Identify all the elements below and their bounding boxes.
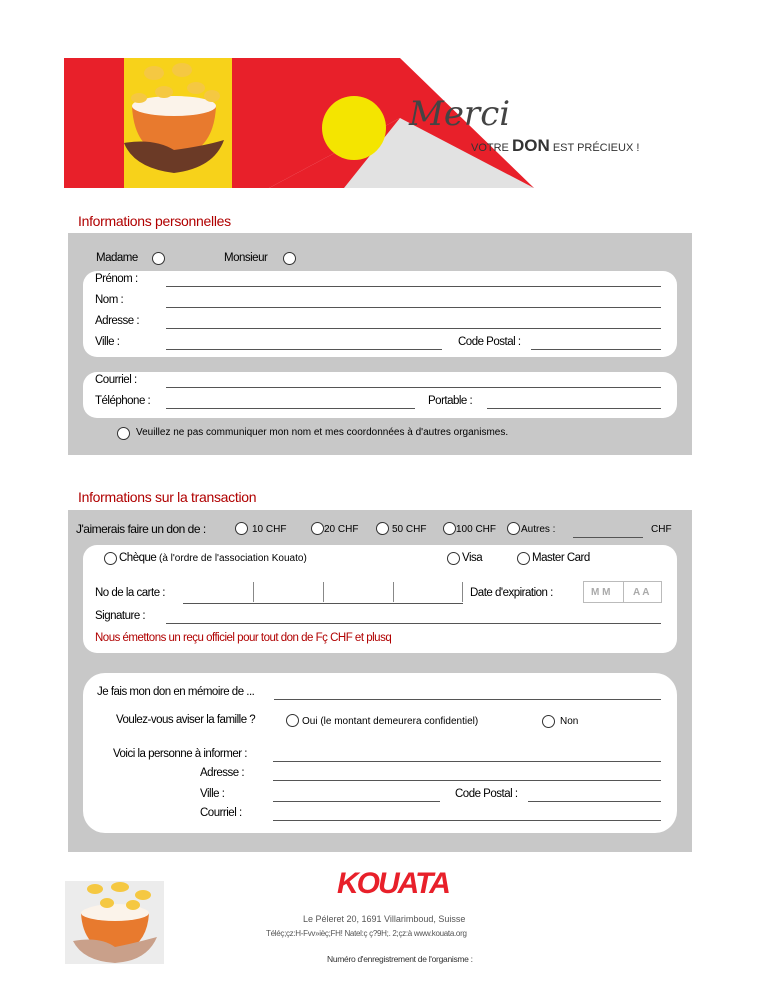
memory-intro-label: Je fais mon don en mémoire de ... (97, 686, 255, 698)
telephone-field[interactable] (166, 408, 415, 409)
receipt-note: Nous émettons un reçu officiel pour tout don de Fç CHF et plusq (95, 632, 392, 644)
memory-code-postal-label: Code Postal : (455, 788, 518, 800)
banner-tagline (471, 136, 639, 156)
amount-50-label: 50 CHF (392, 524, 427, 535)
courriel-field[interactable] (166, 387, 661, 388)
memory-courriel-label: Courriel : (200, 807, 242, 819)
cheque-radio[interactable] (104, 552, 117, 565)
adresse-label: Adresse : (95, 315, 140, 327)
privacy-label: Veuillez ne pas communiquer mon nom et mes coordonnées à d'autres organismes. (136, 427, 509, 438)
person-label: Voici la personne à informer : (113, 748, 247, 760)
footer-bowl-graphic (65, 881, 164, 964)
visa-radio[interactable] (447, 552, 460, 565)
monsieur-radio[interactable] (283, 252, 296, 265)
footer-brand: KOUATA (337, 867, 449, 900)
memory-courriel-field[interactable] (273, 820, 661, 821)
section-title-personal: Informations personnelles (78, 213, 231, 229)
privacy-radio[interactable] (117, 427, 130, 440)
amount-10-radio[interactable] (235, 522, 248, 535)
chf-suffix: CHF (651, 524, 672, 535)
footer-registration: Numéro d'enregistrement de l'organisme : (327, 954, 473, 964)
notify-non-radio[interactable] (542, 715, 555, 728)
memory-adresse-label: Adresse : (200, 767, 245, 779)
cheque-text: Chèque (119, 552, 157, 564)
amount-other-label: Autres : (521, 524, 556, 535)
donate-label: J'aimerais faire un don de : (76, 522, 206, 536)
adresse-field[interactable] (166, 328, 661, 329)
visa-label: Visa (462, 552, 483, 564)
expiry-field[interactable] (583, 581, 662, 603)
cheque-label (119, 552, 307, 564)
signature-label: Signature : (95, 610, 146, 622)
memory-code-postal-field[interactable] (528, 801, 661, 802)
mastercard-label: Master Card (532, 552, 590, 564)
banner-graphic (64, 58, 654, 188)
amount-100-label: 100 CHF (456, 524, 497, 535)
expiry-divider (623, 582, 624, 602)
amount-10-label: 10 CHF (252, 524, 287, 535)
ville-field[interactable] (166, 349, 442, 350)
nom-field[interactable] (166, 307, 661, 308)
card-cell-divider (393, 582, 394, 602)
card-cell-divider (462, 582, 463, 602)
footer-address: Le Péleret 20, 1691 Villarimboud, Suisse (303, 914, 466, 924)
identity-box (83, 271, 677, 357)
contact-box (83, 372, 677, 418)
tagline-post: EST PRÉCIEUX ! (552, 142, 640, 154)
memory-adresse-field[interactable] (273, 780, 661, 781)
amount-50-radio[interactable] (376, 522, 389, 535)
courriel-label: Courriel : (95, 374, 137, 386)
telephone-label: Téléphone : (95, 395, 151, 407)
madame-label: Madame (96, 252, 138, 264)
notify-question: Voulez-vous aviser la famille ? (116, 714, 256, 726)
tagline-pre: VOTRE (471, 142, 509, 154)
prenom-field[interactable] (166, 286, 661, 287)
card-number-field[interactable] (183, 582, 463, 604)
header-banner (64, 58, 654, 188)
card-cell-divider (253, 582, 254, 602)
portable-label: Portable : (428, 395, 473, 407)
amount-100-radio[interactable] (443, 522, 456, 535)
memory-ville-field[interactable] (273, 801, 440, 802)
expiry-aa: A A (633, 587, 650, 598)
madame-radio[interactable] (152, 252, 165, 265)
nom-label: Nom : (95, 294, 124, 306)
monsieur-label: Monsieur (224, 252, 268, 264)
ville-label: Ville : (95, 336, 120, 348)
section-title-transaction: Informations sur la transaction (78, 489, 257, 505)
card-cell-divider (323, 582, 324, 602)
signature-field[interactable] (166, 623, 661, 624)
code-postal-field[interactable] (531, 349, 661, 350)
notify-non-label: Non (560, 716, 579, 727)
expiry-label: Date d'expiration : (470, 587, 553, 599)
notify-oui-label: Oui (le montant demeurera confidentiel) (302, 716, 479, 727)
amount-other-radio[interactable] (507, 522, 520, 535)
tagline-bold: DON (511, 136, 550, 155)
expiry-mm: M M (591, 587, 611, 598)
notify-oui-radio[interactable] (286, 714, 299, 727)
banner-merci: Merci (409, 94, 511, 134)
prenom-label: Prénom : (95, 273, 138, 285)
memory-name-field[interactable] (274, 699, 661, 700)
amount-other-field[interactable] (573, 537, 643, 538)
person-field[interactable] (273, 761, 661, 762)
amount-20-radio[interactable] (311, 522, 324, 535)
footer-contacts: Téléç;çz:H-Fvv»ièç;FH! Natel:ç ç?9H;. 2;çz:à www.kouata.org (266, 929, 467, 938)
code-postal-label: Code Postal : (458, 336, 521, 348)
memory-ville-label: Ville : (200, 788, 225, 800)
mastercard-radio[interactable] (517, 552, 530, 565)
amount-20-label: 20 CHF (324, 524, 359, 535)
footer-logo-image (65, 881, 164, 964)
card-number-label: No de la carte : (95, 587, 165, 599)
cheque-note: (à l'ordre de l'association Kouato) (159, 553, 307, 564)
portable-field[interactable] (487, 408, 661, 409)
